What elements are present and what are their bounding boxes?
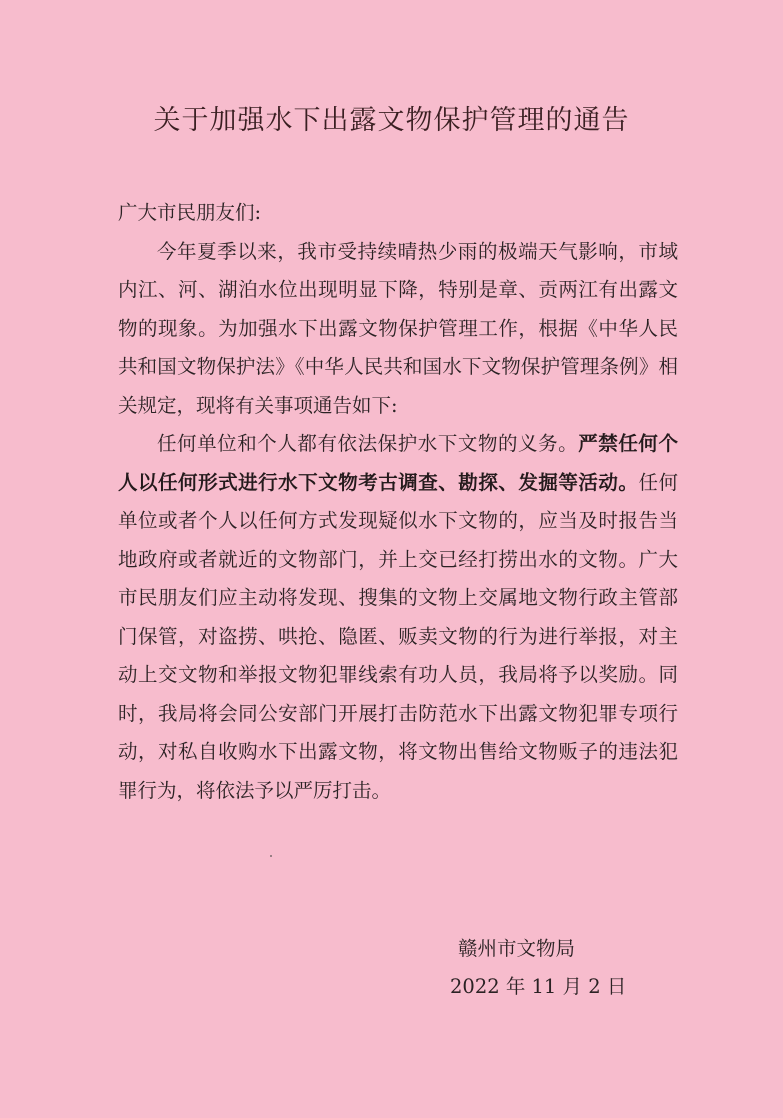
paragraph-2-bold: 严禁任何个人以任何形式进行水下文物考古调查、勘探、发掘等活动。: [118, 432, 678, 494]
salutation: 广大市民朋友们:: [118, 201, 262, 224]
scan-speck: [270, 855, 272, 857]
issuer-name: 赣州市文物局: [458, 937, 576, 960]
issue-date: 2022 年 11 月 2 日: [450, 975, 627, 998]
document-title: 关于加强水下出露文物保护管理的通告: [153, 105, 630, 136]
paragraph-2-rest: 任何单位或者个人以任何方式发现疑似水下文物的，应当及时报告当地政府或者就近的文物部门，并上交已经打捞出水的文物。广大市民朋友们应主动将发现、搜集的文物上交属地文物行政主管部门保管，对盗捞、哄抢、隐匿、贩卖文物的行为进行举报，对主动上交文物和举报文物犯罪线索有功人员，我局将予以奖励。同时，我局将会同公安部门开展打击防范水下出露文物犯罪专项行动，对私自收购水下出露文物，将文物出售给文物贩子的违法犯罪行为，将依法予以严厉打击。: [118, 470, 678, 802]
paragraph-1: 今年夏季以来，我市受持续晴热少雨的极端天气影响，市域内江、河、湖泊水位出现明显下降，特别是章、贡两江有出露文物的现象。为加强水下出露文物保护管理工作，根据《中华人民共和国文物保护法》《中华人民共和国水下文物保护管理条例》相关规定，现将有关事项通告如下:: [118, 239, 678, 417]
paragraph-2-lead: 任何单位和个人都有依法保护水下文物的义务。: [157, 432, 579, 455]
paragraph-2: [118, 425, 678, 810]
document-body: [118, 194, 678, 810]
signature-block: [450, 930, 626, 1006]
